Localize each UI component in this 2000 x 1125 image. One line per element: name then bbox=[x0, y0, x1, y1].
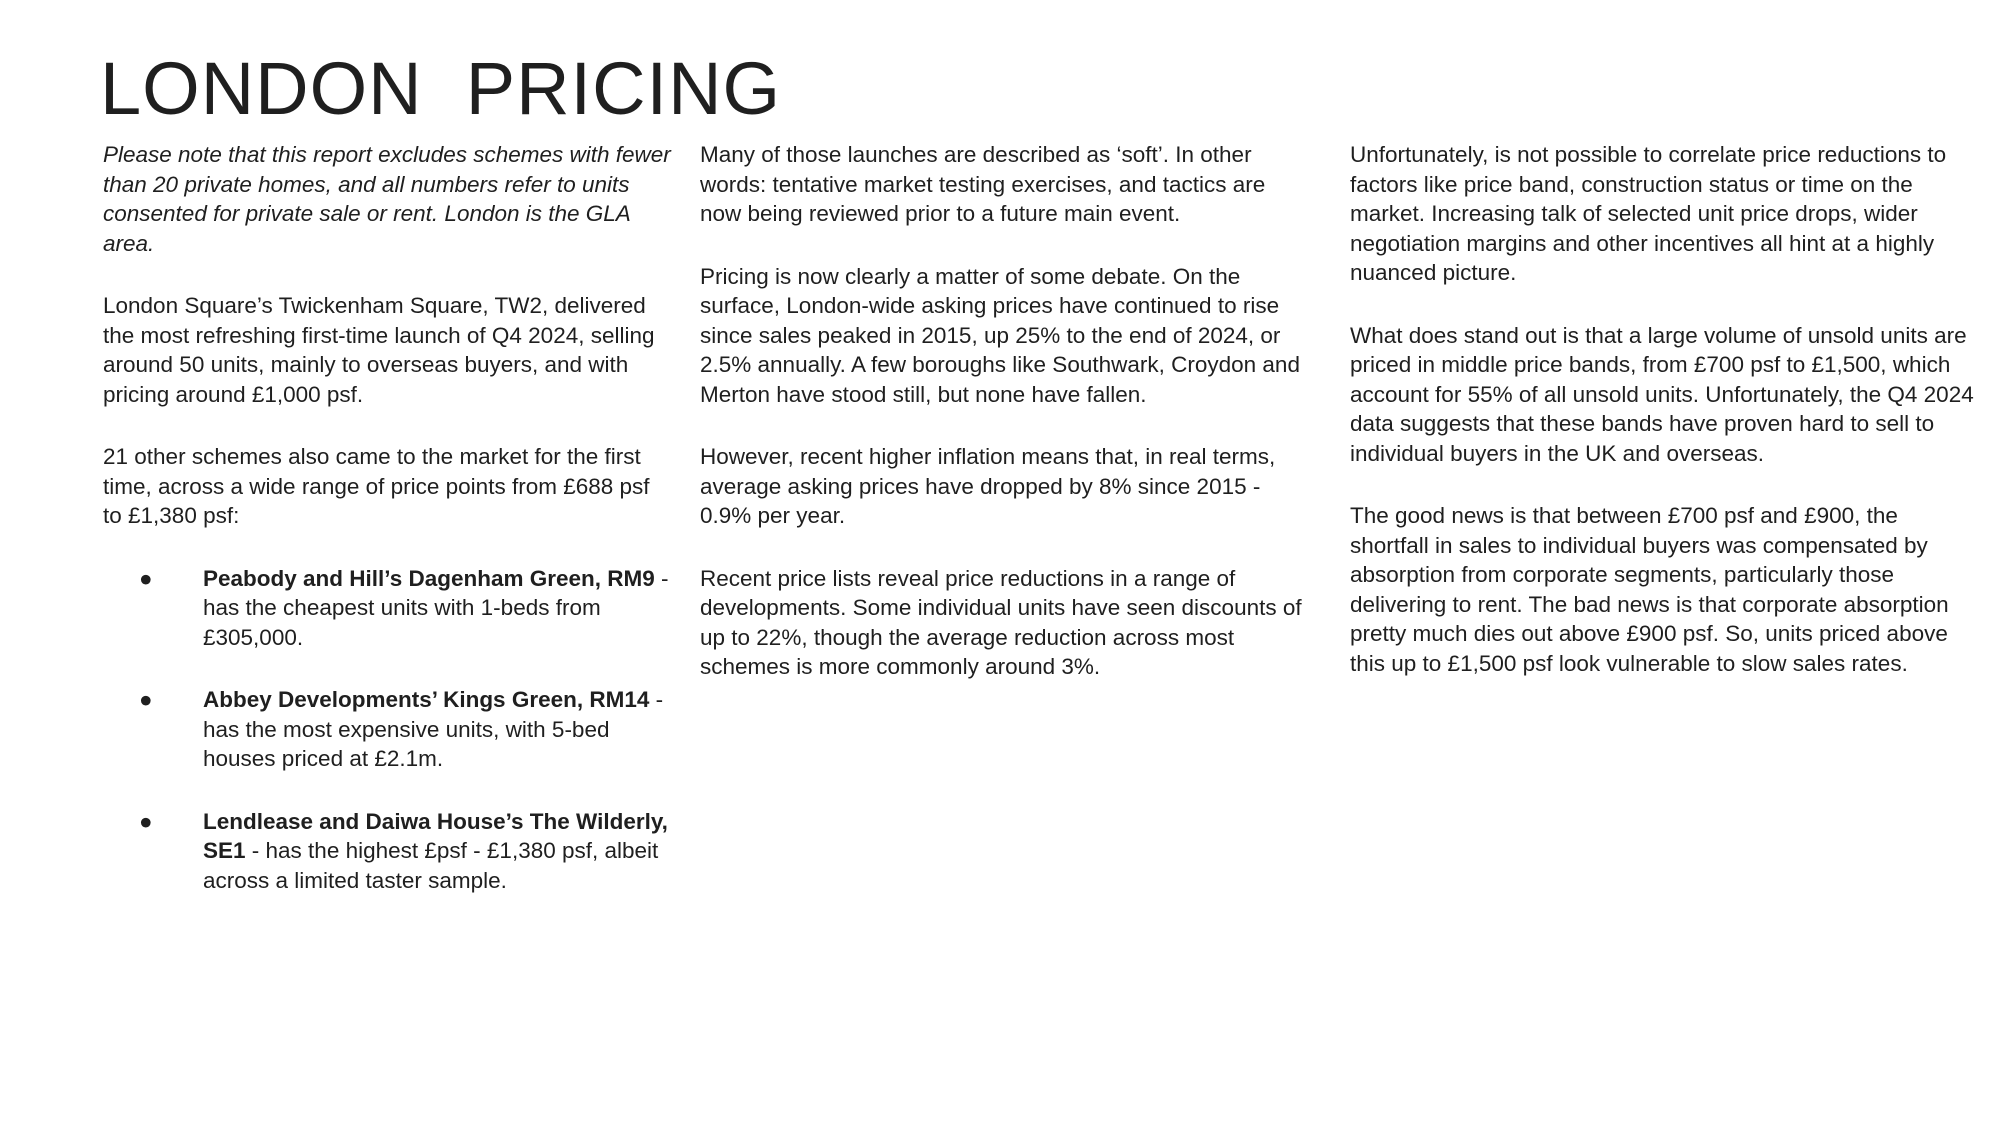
bullet-icon: ● bbox=[139, 808, 153, 834]
scheme-description: - has the cheapest units with 1-beds from £305,000. bbox=[203, 565, 669, 650]
bullet-icon: ● bbox=[139, 565, 153, 591]
paragraph: 21 other schemes also came to the market for the first time, across a wide range of price points from £688 psf to £1,380 psf: bbox=[103, 444, 650, 528]
scheme-name: Abbey Developments’ Kings Green, RM14 bbox=[203, 687, 650, 712]
scheme-name: Lendlease and Daiwa House’s The Wilderly, SE1 bbox=[203, 808, 668, 863]
bullet-icon: ● bbox=[139, 687, 153, 712]
scheme-description: - has the most expensive units, with 5-bed houses priced at £2.1m. bbox=[203, 687, 664, 771]
page-title: LONDON PRICING bbox=[100, 47, 782, 130]
list-item bbox=[103, 807, 673, 896]
methodology-note: Please note that this report excludes schemes with fewer than 20 private homes, and all numbers refer to units consented for private sale or rent. London is the GLA area. bbox=[103, 142, 671, 256]
column-2 bbox=[700, 140, 1310, 715]
paragraph: London Square’s Twickenham Square, TW2, delivered the most refreshing first-time launch of Q4 2024, selling around 50 units, mainly to overseas buyers, and with pricing around £1,000 psf. bbox=[103, 293, 655, 407]
paragraph: Pricing is now clearly a matter of some debate. On the surface, London-wide asking prices have continued to rise since sales peaked in 2015, up 25% to the end of 2024, or 2.5% annually. A few boroughs like Southwark, Croydon and Merton have stood still, but none have fallen. bbox=[700, 263, 1300, 407]
scheme-name: Peabody and Hill’s Dagenham Green, RM9 bbox=[203, 565, 655, 591]
list-item bbox=[103, 685, 673, 774]
paragraph: Many of those launches are described as ‘soft’. In other words: tentative market testing exercises, and tactics are now being reviewed prior to a future main event. bbox=[700, 142, 1266, 226]
scheme-description: - has the highest £psf - £1,380 psf, albeit across a limited taster sample. bbox=[203, 838, 659, 893]
column-1 bbox=[103, 140, 673, 928]
paragraph: What does stand out is that a large volume of unsold units are priced in middle price bands, from £700 psf to £1,500, which account for 55% of all unsold units. Unfortunately, the Q4 2024 data suggests that these bands have proven hard to sell to individual buyers in the UK and overseas. bbox=[1350, 322, 1974, 466]
paragraph: However, recent higher inflation means that, in real terms, average asking prices have dropped by 8% since 2015 - 0.9% per year. bbox=[700, 444, 1276, 528]
scheme-list bbox=[103, 564, 673, 896]
list-item bbox=[103, 564, 673, 653]
column-3 bbox=[1350, 140, 1980, 711]
paragraph: Unfortunately, is not possible to correlate price reductions to factors like price band, construction status or time on the market. Increasing talk of selected unit price drops, wider negotiation margins and other incentives all hint at a highly nuanced picture. bbox=[1350, 142, 1947, 285]
paragraph: Recent price lists reveal price reductions in a range of developments. Some individual units have seen discounts of up to 22%, though the average reduction across most schemes is more commonly around 3%. bbox=[700, 565, 1302, 679]
paragraph: The good news is that between £700 psf and £900, the shortfall in sales to individual buyers was compensated by absorption from corporate segments, particularly those delivering to rent. The bad news is that corporate absorption pretty much dies out above £900 psf. So, units priced above this up to £1,500 psf look vulnerable to slow sales rates. bbox=[1350, 503, 1949, 676]
